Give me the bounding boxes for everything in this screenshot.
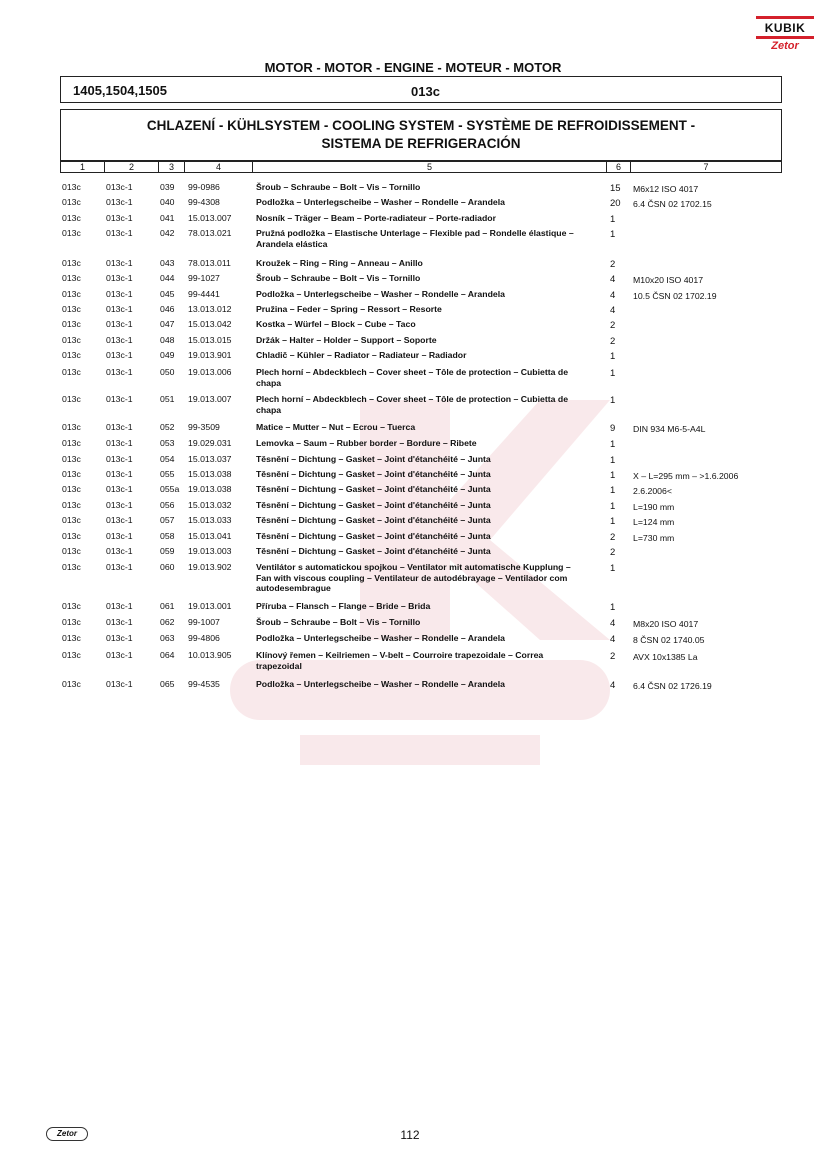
cell-q: 1	[610, 501, 616, 512]
cell-r: X – L=295 mm – >1.6.2006	[633, 471, 739, 481]
cell-p: 043	[160, 258, 175, 268]
cell-n: 15.013.038	[188, 469, 232, 479]
cell-s: 013c-1	[106, 304, 133, 314]
column-header-1: 1	[61, 162, 105, 173]
cell-r: 6.4 ČSN 02 1726.19	[633, 681, 712, 691]
cell-q: 1	[610, 485, 616, 496]
cell-p: 040	[160, 197, 175, 207]
column-header	[60, 161, 782, 173]
cell-n: 19.013.006	[188, 367, 232, 377]
cell-q: 9	[610, 423, 616, 434]
cell-g: 013c	[62, 633, 81, 643]
cell-g: 013c	[62, 617, 81, 627]
cell-n: 13.013.012	[188, 304, 232, 314]
cell-p: 063	[160, 633, 175, 643]
cell-s: 013c-1	[106, 531, 133, 541]
cell-q: 4	[610, 274, 616, 285]
cell-s: 013c-1	[106, 679, 133, 689]
system-title: CHLAZENÍ - KÜHLSYSTEM - COOLING SYSTEM - SYSTÈME DE REFROIDISSEMENT - SISTEMA DE REFRIGERACIÓN	[60, 109, 782, 161]
cell-q: 1	[610, 229, 616, 240]
page-number: 112	[400, 1128, 420, 1142]
cell-g: 013c	[62, 367, 81, 377]
cell-d: Matice – Mutter – Nut – Ecrou – Tuerca	[256, 422, 416, 432]
cell-n: 15.013.037	[188, 454, 232, 464]
cell-r: L=124 mm	[633, 517, 675, 527]
cell-s: 013c-1	[106, 601, 133, 611]
cell-p: 053	[160, 438, 175, 448]
cell-r: 8 ČSN 02 1740.05	[633, 635, 705, 645]
cell-g: 013c	[62, 469, 81, 479]
cell-n: 15.013.032	[188, 500, 232, 510]
cell-r: M10x20 ISO 4017	[633, 275, 704, 285]
cell-p: 046	[160, 304, 175, 314]
cell-g: 013c	[62, 422, 81, 432]
cell-n: 19.013.007	[188, 394, 232, 404]
cell-s: 013c-1	[106, 484, 133, 494]
cell-s: 013c-1	[106, 273, 133, 283]
cell-g: 013c	[62, 197, 81, 207]
cell-d: Kroužek – Ring – Ring – Anneau – Anillo	[256, 258, 423, 268]
cell-n: 19.013.902	[188, 562, 232, 572]
cell-s: 013c-1	[106, 258, 133, 268]
cell-s: 013c-1	[106, 515, 133, 525]
column-header-3: 3	[159, 162, 185, 173]
cell-q: 2	[610, 320, 616, 331]
cell-s: 013c-1	[106, 422, 133, 432]
cell-s: 013c-1	[106, 438, 133, 448]
cell-d: Ventilátor s automatickou spojkou – Ventilator mit automatische Kupplung – Fan with viscous coupling – Ventilateur de autodébrayage – Ventilador com autodesembrague	[256, 562, 571, 593]
cell-s: 013c-1	[106, 213, 133, 223]
cell-r: 6.4 ČSN 02 1702.15	[633, 199, 712, 209]
cell-d: Podložka – Unterlegscheibe – Washer – Rondelle – Arandela	[256, 197, 505, 207]
cell-q: 20	[610, 198, 621, 209]
cell-n: 99-4441	[188, 289, 220, 299]
cell-g: 013c	[62, 289, 81, 299]
cell-s: 013c-1	[106, 500, 133, 510]
logo-sub: Zetor	[771, 40, 799, 52]
cell-d: Podložka – Unterlegscheibe – Washer – Rondelle – Arandela	[256, 679, 505, 689]
cell-p: 044	[160, 273, 175, 283]
cell-q: 4	[610, 305, 616, 316]
group-code: 013c	[411, 84, 440, 99]
cell-p: 055	[160, 469, 175, 479]
cell-p: 059	[160, 546, 175, 556]
cell-g: 013c	[62, 650, 81, 660]
cell-p: 054	[160, 454, 175, 464]
cell-g: 013c	[62, 304, 81, 314]
cell-d: Šroub – Schraube – Bolt – Vis – Tornillo	[256, 617, 421, 627]
cell-q: 4	[610, 634, 616, 645]
cell-q: 1	[610, 351, 616, 362]
cell-q: 1	[610, 395, 616, 406]
model-box	[60, 76, 782, 103]
kubik-zetor-logo	[756, 16, 814, 54]
cell-n: 99-1027	[188, 273, 220, 283]
cell-g: 013c	[62, 394, 81, 404]
cell-n: 19.013.038	[188, 484, 232, 494]
cell-q: 15	[610, 183, 621, 194]
cell-s: 013c-1	[106, 350, 133, 360]
cell-p: 050	[160, 367, 175, 377]
cell-p: 041	[160, 213, 175, 223]
cell-q: 4	[610, 680, 616, 691]
cell-n: 19.013.901	[188, 350, 232, 360]
cell-n: 99-4308	[188, 197, 220, 207]
column-header-2: 2	[105, 162, 159, 173]
cell-p: 051	[160, 394, 175, 404]
cell-q: 1	[610, 516, 616, 527]
cell-q: 1	[610, 439, 616, 450]
cell-d: Příruba – Flansch – Flange – Bride – Brida	[256, 601, 431, 611]
cell-g: 013c	[62, 273, 81, 283]
cell-p: 056	[160, 500, 175, 510]
cell-n: 19.013.003	[188, 546, 232, 556]
cell-r: 2.6.2006<	[633, 486, 672, 496]
cell-p: 052	[160, 422, 175, 432]
model-list: 1405,1504,1505	[73, 83, 167, 98]
cell-p: 042	[160, 228, 175, 238]
cell-d: Šroub – Schraube – Bolt – Vis – Tornillo	[256, 273, 421, 283]
cell-s: 013c-1	[106, 394, 133, 404]
cell-r: M8x20 ISO 4017	[633, 619, 699, 629]
cell-n: 15.013.042	[188, 319, 232, 329]
cell-g: 013c	[62, 500, 81, 510]
cell-d: Těsnění – Dichtung – Gasket – Joint d'étanchéité – Junta	[256, 546, 491, 556]
cell-d: Těsnění – Dichtung – Gasket – Joint d'étanchéité – Junta	[256, 500, 491, 510]
cell-g: 013c	[62, 546, 81, 556]
cell-d: Chladič – Kühler – Radiator – Radiateur – Radiador	[256, 350, 467, 360]
cell-p: 062	[160, 617, 175, 627]
cell-g: 013c	[62, 182, 81, 192]
cell-q: 1	[610, 563, 616, 574]
cell-s: 013c-1	[106, 335, 133, 345]
cell-d: Kostka – Würfel – Block – Cube – Taco	[256, 319, 416, 329]
cell-d: Těsnění – Dichtung – Gasket – Joint d'étanchéité – Junta	[256, 484, 491, 494]
cell-q: 2	[610, 336, 616, 347]
column-header-7: 7	[703, 162, 709, 172]
cell-q: 1	[610, 214, 616, 225]
cell-q: 2	[610, 651, 616, 662]
cell-n: 99-4806	[188, 633, 220, 643]
cell-g: 013c	[62, 335, 81, 345]
cell-s: 013c-1	[106, 228, 133, 238]
cell-n: 10.013.905	[188, 650, 232, 660]
cell-p: 055a	[160, 484, 180, 494]
cell-p: 045	[160, 289, 175, 299]
column-header-4: 4	[185, 162, 253, 173]
cell-s: 013c-1	[106, 182, 133, 192]
cell-d: Držák – Halter – Holder – Support – Soporte	[256, 335, 437, 345]
cell-p: 064	[160, 650, 175, 660]
cell-s: 013c-1	[106, 319, 133, 329]
cell-s: 013c-1	[106, 367, 133, 377]
cell-n: 15.013.033	[188, 515, 232, 525]
cell-p: 061	[160, 601, 175, 611]
cell-g: 013c	[62, 228, 81, 238]
cell-p: 049	[160, 350, 175, 360]
cell-n: 78.013.011	[188, 258, 231, 268]
cell-q: 2	[610, 259, 616, 270]
cell-d: Šroub – Schraube – Bolt – Vis – Tornillo	[256, 182, 421, 192]
cell-d: Klínový řemen – Keilriemen – V-belt – Courroire trapezoidale – Correa trapezoidal	[256, 650, 544, 671]
cell-r: AVX 10x1385 La	[633, 652, 698, 662]
cell-s: 013c-1	[106, 289, 133, 299]
cell-p: 065	[160, 679, 175, 689]
cell-n: 15.013.041	[188, 531, 232, 541]
cell-r: M6x12 ISO 4017	[633, 184, 699, 194]
cell-r: 10.5 ČSN 02 1702.19	[633, 291, 717, 301]
logo-brand: KUBIK	[756, 16, 814, 39]
cell-s: 013c-1	[106, 546, 133, 556]
cell-p: 057	[160, 515, 175, 525]
cell-s: 013c-1	[106, 562, 133, 572]
cell-d: Těsnění – Dichtung – Gasket – Joint d'étanchéité – Junta	[256, 515, 491, 525]
cell-g: 013c	[62, 438, 81, 448]
cell-s: 013c-1	[106, 197, 133, 207]
cell-q: 4	[610, 290, 616, 301]
cell-d: Pružina – Feder – Spring – Ressort – Resorte	[256, 304, 442, 314]
cell-n: 99-0986	[188, 182, 220, 192]
cell-n: 78.013.021	[188, 228, 232, 238]
cell-n: 15.013.015	[188, 335, 232, 345]
cell-d: Těsnění – Dichtung – Gasket – Joint d'étanchéité – Junta	[256, 531, 491, 541]
cell-s: 013c-1	[106, 469, 133, 479]
cell-g: 013c	[62, 213, 81, 223]
cell-g: 013c	[62, 350, 81, 360]
cell-p: 048	[160, 335, 175, 345]
cell-g: 013c	[62, 531, 81, 541]
cell-d: Podložka – Unterlegscheibe – Washer – Rondelle – Arandela	[256, 289, 505, 299]
cell-g: 013c	[62, 562, 81, 572]
cell-d: Pružná podložka – Elastische Unterlage – Flexible pad – Rondelle élastique – Arandela elástica	[256, 228, 574, 249]
cell-r: DIN 934 M6-5-A4L	[633, 424, 706, 434]
cell-q: 1	[610, 455, 616, 466]
cell-g: 013c	[62, 258, 81, 268]
cell-d: Těsnění – Dichtung – Gasket – Joint d'étanchéité – Junta	[256, 469, 491, 479]
cell-n: 15.013.007	[188, 213, 232, 223]
cell-r: L=730 mm	[633, 533, 675, 543]
cell-d: Podložka – Unterlegscheibe – Washer – Rondelle – Arandela	[256, 633, 505, 643]
cell-n: 99-1007	[188, 617, 220, 627]
column-header-6: 6	[607, 162, 631, 173]
cell-p: 060	[160, 562, 175, 572]
cell-g: 013c	[62, 515, 81, 525]
cell-d: Lemovka – Saum – Rubber border – Bordure – Ribete	[256, 438, 477, 448]
cell-q: 1	[610, 470, 616, 481]
cell-g: 013c	[62, 319, 81, 329]
cell-p: 058	[160, 531, 175, 541]
page-title: MOTOR - MOTOR - ENGINE - MOTEUR - MOTOR	[264, 60, 562, 75]
cell-s: 013c-1	[106, 633, 133, 643]
cell-s: 013c-1	[106, 617, 133, 627]
cell-s: 013c-1	[106, 650, 133, 660]
cell-d: Plech horní – Abdeckblech – Cover sheet – Tôle de protection – Cubietta de chapa	[256, 367, 569, 388]
cell-q: 1	[610, 602, 616, 613]
cell-g: 013c	[62, 679, 81, 689]
cell-n: 19.029.031	[188, 438, 232, 448]
cell-q: 2	[610, 532, 616, 543]
cell-g: 013c	[62, 454, 81, 464]
cell-q: 2	[610, 547, 616, 558]
cell-d: Plech horní – Abdeckblech – Cover sheet – Tôle de protection – Cubietta de chapa	[256, 394, 569, 415]
cell-n: 99-4535	[188, 679, 220, 689]
cell-n: 99-3509	[188, 422, 220, 432]
cell-q: 1	[610, 368, 616, 379]
cell-r: L=190 mm	[633, 502, 675, 512]
cell-d: Nosník – Träger – Beam – Porte-radiateur – Porte-radiador	[256, 213, 496, 223]
cell-q: 4	[610, 618, 616, 629]
cell-p: 039	[160, 182, 175, 192]
cell-s: 013c-1	[106, 454, 133, 464]
cell-g: 013c	[62, 601, 81, 611]
footer-zetor-logo: Zetor	[46, 1127, 88, 1141]
cell-d: Těsnění – Dichtung – Gasket – Joint d'étanchéité – Junta	[256, 454, 491, 464]
column-header-5: 5	[253, 162, 607, 173]
cell-g: 013c	[62, 484, 81, 494]
cell-n: 19.013.001	[188, 601, 232, 611]
cell-p: 047	[160, 319, 175, 329]
